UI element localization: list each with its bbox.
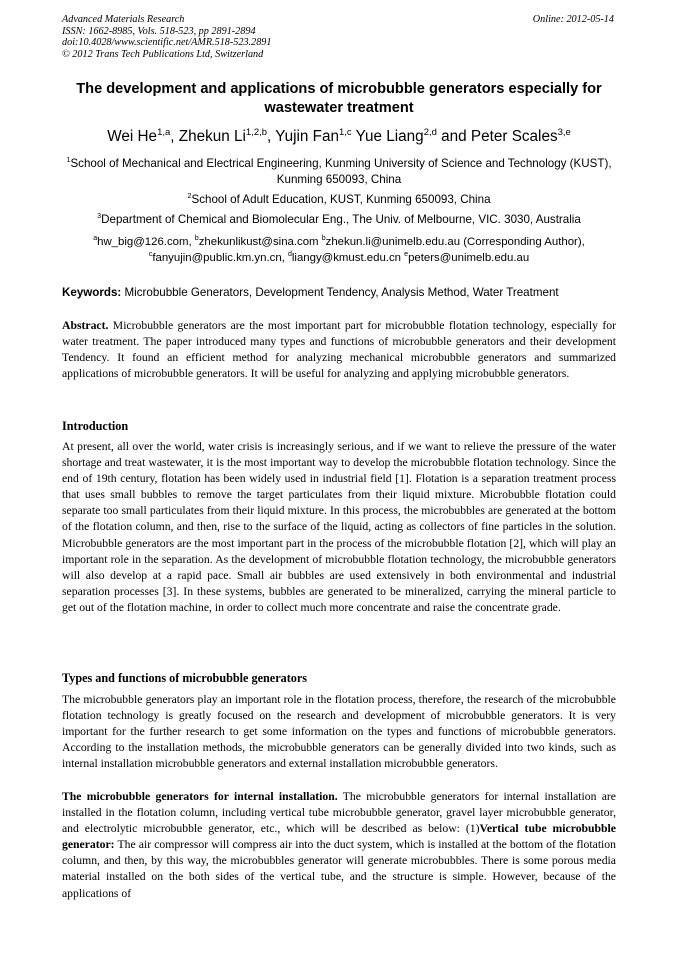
introduction-heading: Introduction <box>62 419 129 433</box>
email-sup: e <box>404 251 409 259</box>
journal-header <box>62 14 271 60</box>
author-name: Yue Liang <box>355 128 424 145</box>
email-link[interactable]: liangy@kmust.edu.cn <box>291 252 405 264</box>
issn-line: ISSN: 1662-8985, Vols. 518-523, pp 2891-2894 <box>62 25 256 37</box>
affil-text: Department of Chemical and Biomolecular Eng., The Univ. of Melbourne, VIC. 3030, Australia <box>101 213 581 226</box>
affiliation-3 <box>62 212 616 228</box>
author-affil-sup: 1,c <box>339 126 352 138</box>
email-list <box>62 234 616 266</box>
doi-line: doi:10.4028/www.scientific.net/AMR.518-523.2891 <box>62 37 272 48</box>
affiliation-2 <box>62 192 616 208</box>
email-link[interactable]: zhekun.li@unimelb.edu.au (Corresponding Author), <box>325 236 585 248</box>
author-affil-sup: 1,2,b <box>245 126 267 138</box>
para2-text-b: The air compressor will compress air into the duct system, which is installed at the bottom of the flotation column, and then, by this way, the microbubbles generator will generate microbubbles. There is some porous media material installed on the both sides of the vertical tube, and the structure is simple. However, because of the applications of <box>62 838 616 900</box>
affil-sup: 2 <box>187 191 192 201</box>
author-name: Wei He <box>107 128 158 145</box>
author-affil-sup: 1,a <box>157 126 171 138</box>
copyright-line: © 2012 Trans Tech Publications Ltd, Switzerland <box>62 48 264 60</box>
affiliation-1 <box>62 156 616 188</box>
author-name: Zhekun Li <box>178 128 246 145</box>
author-affil-sup: 2,d <box>423 126 437 138</box>
author-affil-sup: 3,e <box>557 126 571 138</box>
email-link[interactable]: fanyujin@public.km.yn.cn, <box>152 252 288 264</box>
author-list <box>62 127 616 147</box>
internal-installation-label: The microbubble generators for internal installation. <box>62 790 338 803</box>
email-link[interactable]: hw_big@126.com, <box>97 236 195 248</box>
author-sep: , <box>266 128 276 145</box>
affil-text: School of Mechanical and Electrical Engineering, Kunming University of Science and Technology (KUST), Kunming 650093, China <box>70 157 612 186</box>
journal-name: Advanced Materials Research <box>62 14 185 25</box>
paper-title: The development and applications of microbubble generators especially for wastewater treatment <box>76 81 602 116</box>
email-link[interactable]: zhekunlikust@sina.com <box>198 236 322 248</box>
abstract-text: Microbubble generators are the most important part for microbubble flotation technology, especially for water treatment. The paper introduced many types and functions of microbubble generators and their development Tendency. It found an efficient method for analyzing mechanical microbubble generators and summarized applications of microbubble generators. It will be useful for analyzing and applying microbubble generators. <box>62 319 616 381</box>
email-sup: d <box>287 251 292 259</box>
email-sup: a <box>93 235 98 243</box>
email-sup: b <box>321 235 326 243</box>
affil-text: School of Adult Education, KUST, Kunming 650093, China <box>191 193 491 206</box>
online-date: Online: 2012-05-14 <box>532 14 614 25</box>
keywords-label: Keywords: <box>62 286 122 299</box>
author-sep: , <box>170 128 179 145</box>
author-name: Peter Scales <box>470 128 558 145</box>
email-link[interactable]: peters@unimelb.edu.au <box>408 252 530 264</box>
author-name: Yujin Fan <box>275 128 339 145</box>
types-paragraph-1: The microbubble generators play an important role in the flotation process, therefore, the research of the microbubble flotation technology is greatly focused on the research and development of microbubble generators. It is very important for the further research to get some information on the types and functions of microbubble generators. According to the installation methods, the microbubble generators can be generally divided into two kinds, such as internal installation microbubble generators and external installation microbubble generators. <box>62 693 616 771</box>
vertical-tube-label: Vertical tube microbubble generator: <box>62 822 616 852</box>
author-sep: and <box>436 128 471 145</box>
introduction-paragraph: At present, all over the world, water crisis is increasingly serious, and if we want to relieve the pressure of the water shortage and treat wastewater, it is the most important way to develop the microbubble flotation technology. Since the end of 19th century, flotation has been widely used in industrial field [1]. Flotation is a separation treatment process that uses small bubbles to remove the target particulates from their liquid mixture. Microbubble flotation could separate too small particulates from their liquid mixture. In this process, the microbubbles are generated at the bottom of the flotation column, and then, rise to the surface of the liquid, acting as collectors of fine particles in the solution. Microbubble generators are the most important part in the process of the microbubble flotation [2], which will play an important role in the separation. As the development of microbubble flotation technology, the microbubble generators will also develop at a rapid pace. Small air bubbles are used extensively in both environmental and industrial separation processes [3]. In these systems, bubbles are generated to be mineralized, carrying the mineral particle to get out of the flotation machine, in order to collect much more concentrate and raise the concentrate grade. <box>62 440 616 614</box>
keywords-text: Microbubble Generators, Development Tendency, Analysis Method, Water Treatment <box>121 286 559 299</box>
abstract-paragraph <box>62 318 616 382</box>
types-paragraph-2 <box>62 789 616 902</box>
email-sup: b <box>194 235 199 243</box>
keywords-line <box>62 285 622 301</box>
email-sup: c <box>148 251 153 259</box>
types-heading: Types and functions of microbubble generators <box>62 671 308 685</box>
affil-sup: 3 <box>97 211 102 221</box>
affil-sup: 1 <box>66 155 71 165</box>
abstract-label: Abstract. <box>62 319 109 332</box>
para2-text-a: The microbubble generators for internal installation are installed in the flotation column, including vertical tube microbubble generator, gravel layer microbubble generator, and electrolytic microbubble generator, etc., which will be described as below: (1) <box>62 790 616 836</box>
